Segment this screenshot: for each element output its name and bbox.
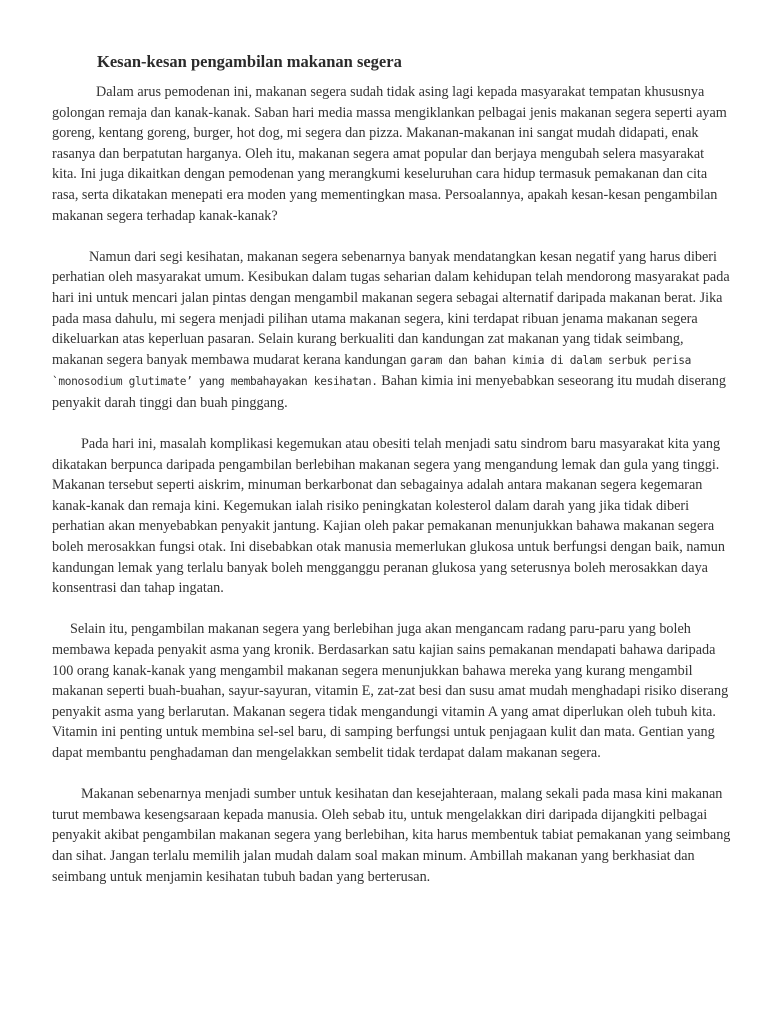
paragraph-1: Dalam arus pemodenan ini, makanan segera sudah tidak asing lagi kepada masyarakat tempatan khususnya golongan remaja dan kanak-kanak. Saban hari media massa mengiklankan pelbagai jenis makanan segera seperti ayam goreng, kentang goreng, burger, hot dog, mi segera dan pizza. Makanan-makanan ini sangat mudah didapati, enak rasanya dan berpatutan harganya. Oleh itu, makanan segera amat popular dan berjaya mengubah selera masyarakat kita. Ini juga dikaitkan dengan pemodenan yang merangkumi keseluruhan cara hidup termasuk pemakanan dan cita rasa, serta dikatakan menepati era moden yang mementingkan masa. Persoalannya, apakah kesan-kesan pengambilan makanan segera terhadap kanak-kanak?	[52, 84, 727, 224]
paragraph-2-mono-text: garam dan bahan kimia di dalam serbuk perisa `monosodium glutimate’ yang membahayakan kesihatan.	[52, 353, 692, 389]
paragraph-2-text-a: Namun dari segi kesihatan, makanan segera sebenarnya banyak mendatangkan kesan negatif yang harus diberi perhatian oleh masyarakat umum. Kesibukan dalam tugas seharian dalam kehidupan telah mendorong masyarakat pada hari ini untuk mencari jalan pintas dengan mengambil makanan segera sebagai alternatif daripada makanan berat. Jika pada masa dahulu, mi segera menjadi pilihan utama makanan segera, kini terdapat ribuan jenama makanan segera dikeluarkan atas keperluan pasaran. Selain kurang berkualiti dan kandungan zat makanan yang tidak seimbang, makanan segera banyak membawa mudarat kerana kandungan	[52, 248, 730, 368]
paragraph-3: Pada hari ini, masalah komplikasi kegemukan atau obesiti telah menjadi satu sindrom baru masyarakat kita yang dikatakan berpunca daripada pengambilan berlebihan makanan segera yang mengandung lemak dan gula yang tinggi. Makanan tersebut seperti aiskrim, minuman berkarbonat dan sebagainya adalah antara makanan segera kegemaran kanak-kanak dan remaja kini. Kegemukan ialah risiko peningkatan kolesterol dalam darah yang jika tidak diberi perhatian akan menyebabkan penyakit jantung. Kajian oleh pakar pemakanan menunjukkan bahawa makanan segera boleh merosakkan fungsi otak. Ini disebabkan otak manusia memerlukan glukosa untuk berfungsi dengan baik, namun kandungan lemak yang terlalu banyak boleh mengganggu peranan glukosa yang seterusnya boleh merosakkan daya konsentrasi dan tahap ingatan.	[52, 436, 725, 597]
paragraph-4: Selain itu, pengambilan makanan segera yang berlebihan juga akan mengancam radang paru-paru yang boleh membawa kepada penyakit asma yang kronik. Berdasarkan satu kajian sains pemakanan mendapati bahawa daripada 100 orang kanak-kanak yang mengambil makanan segera menunjukkan bahawa mereka yang kurang mengambil makanan seperti buah-buahan, sayur-sayuran, vitamin E, zat-zat besi dan susu amat mudah menghadapi risiko diserang penyakit asma yang berlarutan. Makanan segera tidak mengandungi vitamin A yang amat diperlukan oleh tubuh kita. Vitamin ini penting untuk membina sel-sel baru, di samping berfungsi untuk penjagaan kulit dan mata. Gentian yang dapat membantu penghadaman dan mengelakkan sembelit tidak terdapat dalam makanan segera.	[52, 621, 729, 761]
paragraph-2-text-b: Bahan kimia ini menyebabkan seseorang itu mudah diserang penyakit darah tinggi dan buah pinggang.	[52, 373, 726, 411]
paragraph-2	[52, 247, 732, 414]
paragraph-5: Makanan sebenarnya menjadi sumber untuk kesihatan dan kesejahteraan, malang sekali pada masa kini makanan turut membawa kesengsaraan kepada manusia. Oleh sebab itu, untuk mengelakkan diri daripada dijangkiti pelbagai penyakit akibat pengambilan makanan segera yang berlebihan, kita harus membentuk tabiat pemakanan yang seimbang dan sihat. Jangan terlalu memilih jalan mudah dalam soal makan minum. Ambillah makanan yang berkhasiat dan seimbang untuk menjamin kesihatan tubuh badan yang berterusan.	[52, 786, 731, 885]
document-page	[52, 50, 732, 908]
document-title: Kesan-kesan pengambilan makanan segera	[97, 52, 402, 71]
